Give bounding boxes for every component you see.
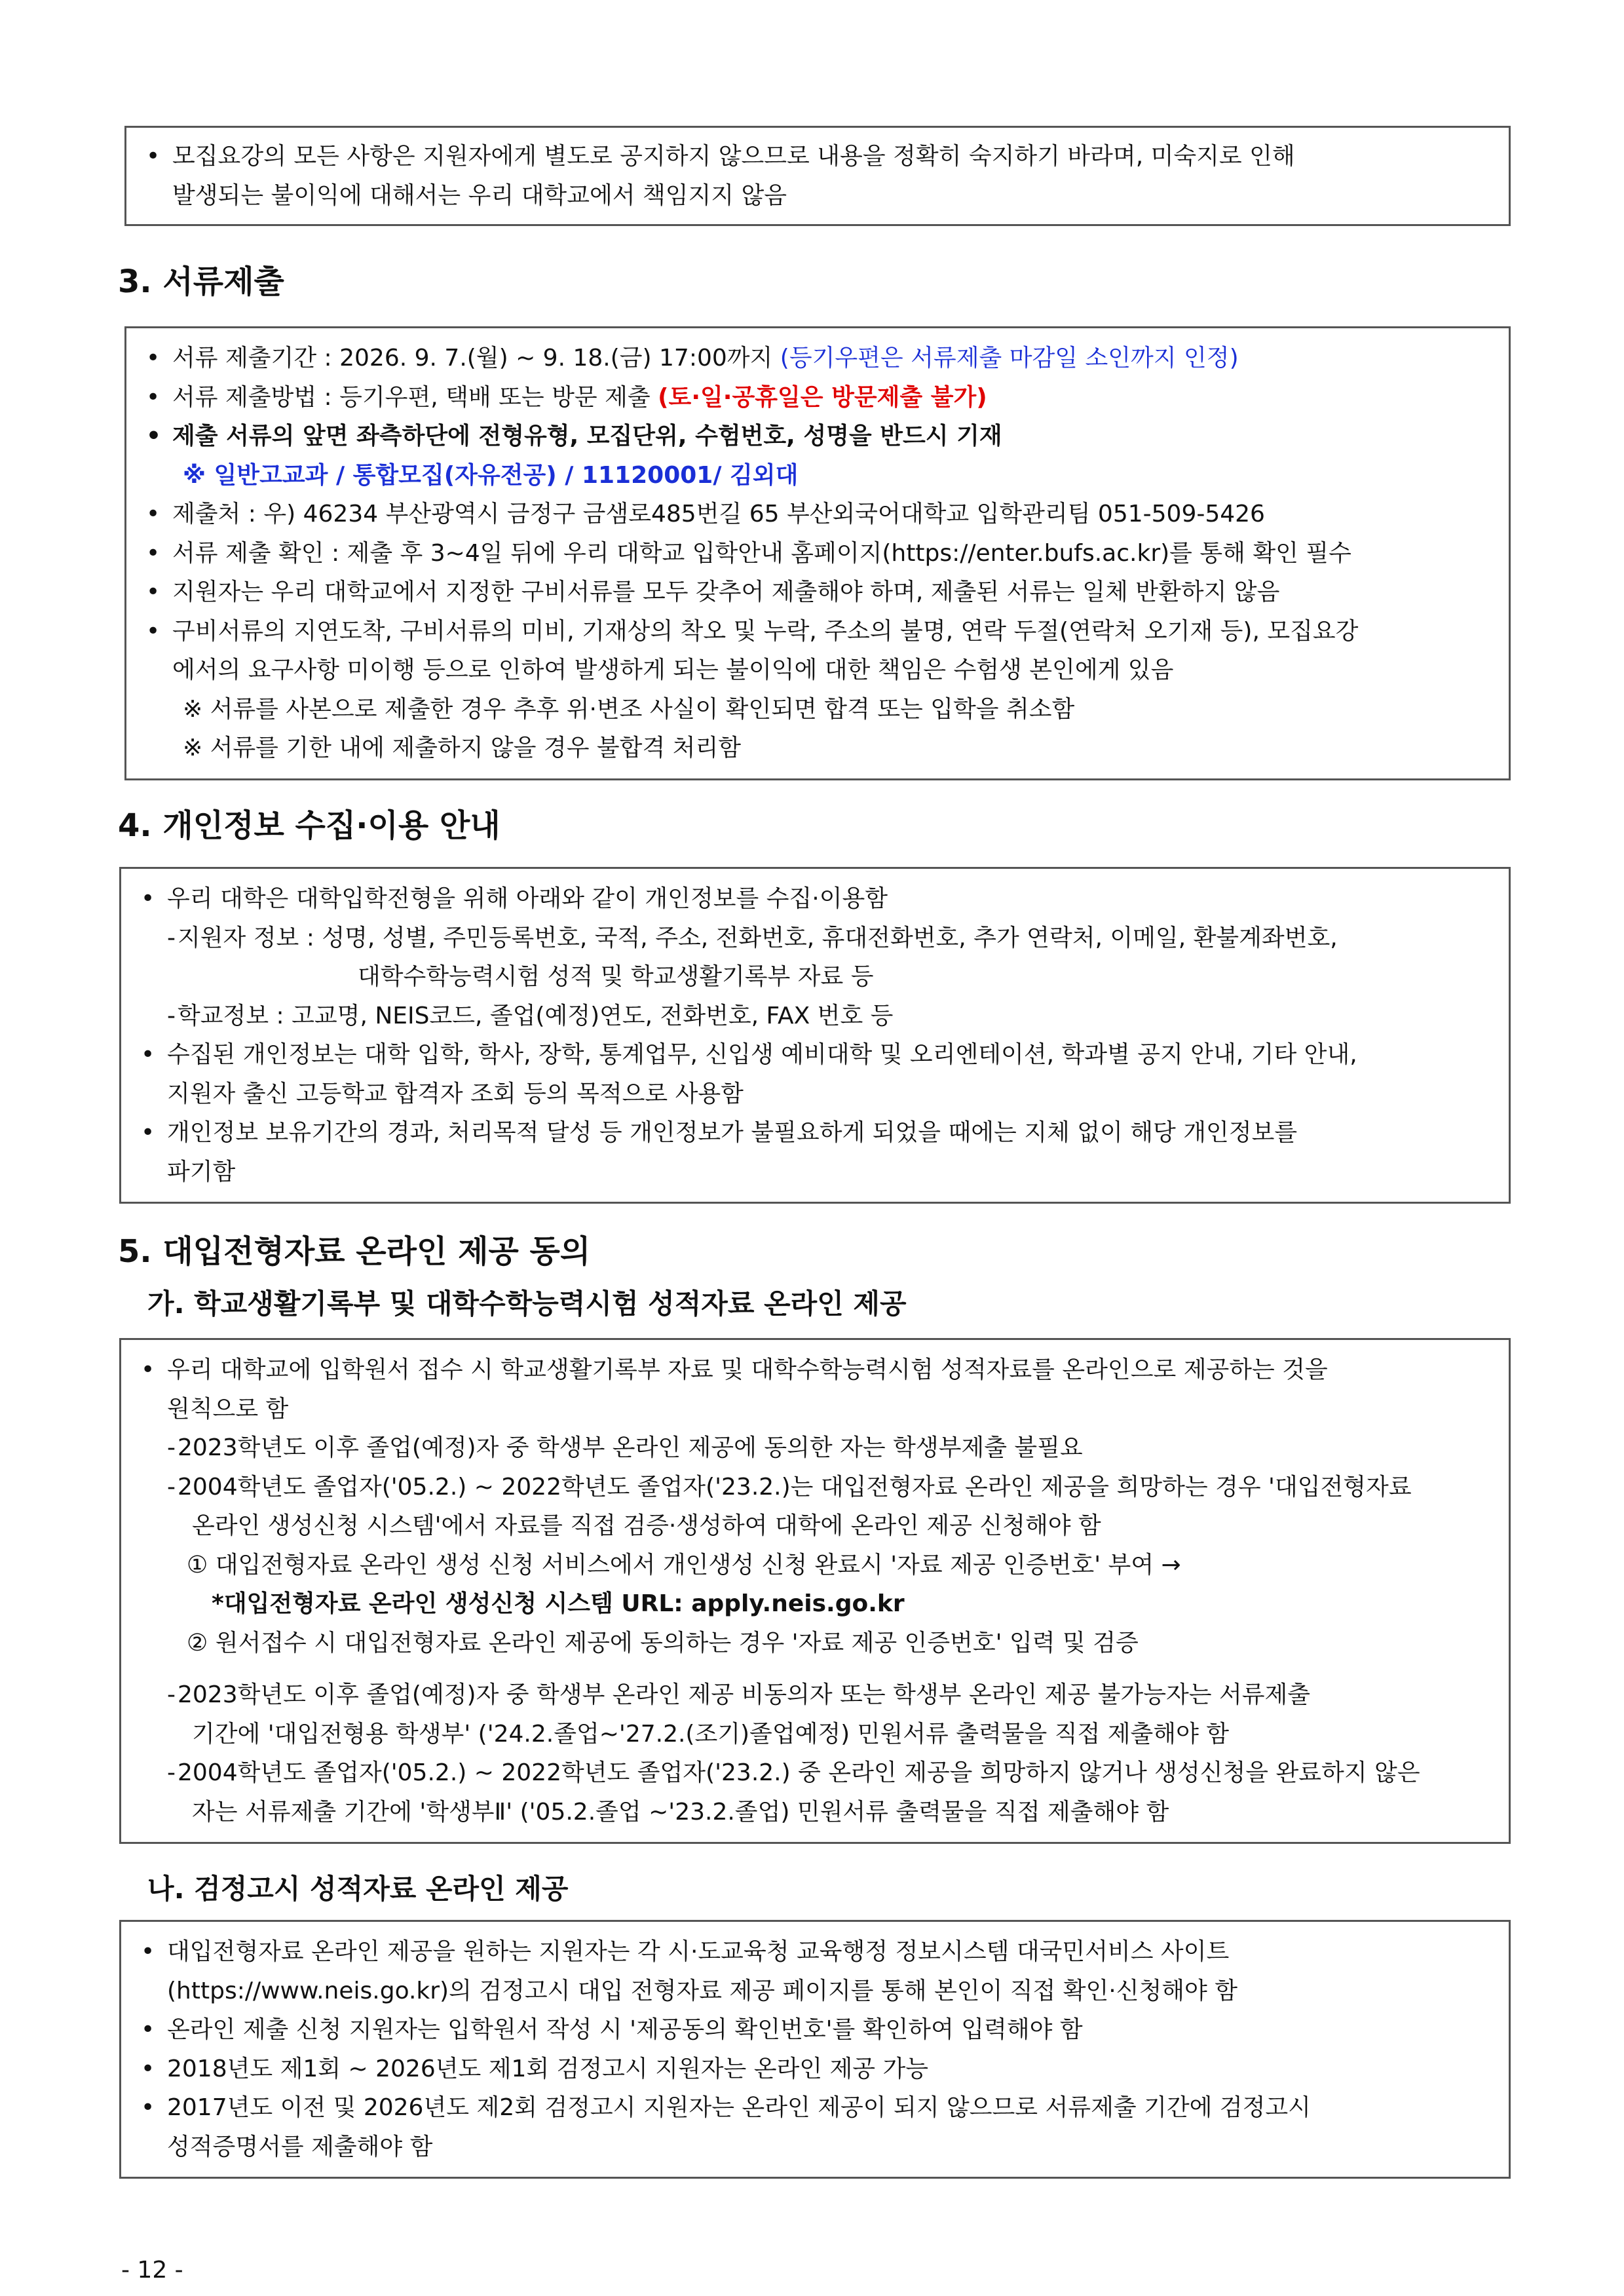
records-old: - 2004학년도 졸업자('05.2.) ~ 2022학년도 졸업자('23.2.) 중 온라인 제공을 희망하지 않거나 생성신청을 완료하지 않은 bbox=[138, 1753, 1489, 1793]
subsection-title-ged: 나. 검정고시 성적자료 온라인 제공 bbox=[147, 1873, 569, 1905]
responsibility: • 구비서류의 지연도착, 구비서류의 미비, 기재상의 착오 및 누락, 주소의 불명, 연락 두절(연락처 오기재 등), 모집요강 bbox=[143, 612, 1489, 651]
section-title-documents: 3. 서류제출 bbox=[118, 263, 284, 300]
privacy-box bbox=[119, 867, 1511, 1204]
records-box bbox=[119, 1338, 1511, 1844]
step-2: ② 원서접수 시 대입전형자료 온라인 제공에 동의하는 경우 '자료 제공 인증번호' 입력 및 검증 bbox=[187, 1629, 1139, 1656]
note-late: ※ 서류를 기한 내에 제출하지 않을 경우 불합격 처리함 bbox=[183, 735, 742, 761]
section-title-privacy: 4. 개인정보 수집·이용 안내 bbox=[118, 807, 500, 844]
ged-ineligible: • 2017년도 이전 및 2026년도 제2회 검정고시 지원자는 온라인 제공이 되지 않으므로 서류제출 기간에 검정고시 bbox=[138, 2088, 1489, 2128]
notice-line: 발생되는 불이익에 대해서는 우리 대학교에서 책임지지 않음 bbox=[172, 182, 787, 209]
page-number: - 12 - bbox=[121, 2257, 183, 2284]
period-note: (등기우편은 서류제출 마감일 소인까지 인정) bbox=[780, 345, 1239, 372]
submission-address: • 제출처 : 우) 46234 부산광역시 금정구 금샘로485번길 65 부산외국어대학교 입학관리팀 051-509-5426 bbox=[143, 495, 1489, 534]
school-info: - 학교정보 : 고교명, NEIS코드, 졸업(예정)연도, 전화번호, FAX 번호 등 bbox=[138, 997, 1489, 1036]
submission-check: • 서류 제출 확인 : 제출 후 3~4일 뒤에 우리 대학교 입학안내 홈페이지(https://enter.bufs.ac.kr)를 통해 확인 필수 bbox=[143, 534, 1489, 573]
subsection-title-records: 가. 학교생활기록부 및 대학수학능력시험 성적자료 온라인 제공 bbox=[147, 1288, 907, 1320]
applicant-info-cont: 대학수학능력시험 성적 및 학교생활기록부 자료 등 bbox=[358, 963, 874, 990]
step-1: ① 대입전형자료 온라인 생성 신청 서비스에서 개인생성 신청 완료시 '자료 제공 인증번호' 부여 → bbox=[187, 1551, 1181, 1578]
ged-confirm: • 온라인 제출 신청 지원자는 입학원서 작성 시 '제공동의 확인번호'를 확인하여 입력해야 함 bbox=[138, 2010, 1489, 2050]
records-2004-cont: 온라인 생성신청 시스템'에서 자료를 직접 검증·생성하여 대학에 온라인 제공 신청해야 함 bbox=[192, 1512, 1101, 1539]
method-note: (토·일·공휴일은 방문제출 불가) bbox=[658, 383, 987, 411]
privacy-intro: • 우리 대학은 대학입학전형을 위해 아래와 같이 개인정보를 수집·이용함 bbox=[138, 879, 1489, 919]
ged-box bbox=[119, 1920, 1511, 2179]
system-url: *대입전형자료 온라인 생성신청 시스템 URL: apply.neis.go.kr bbox=[212, 1590, 905, 1617]
ged-ineligible-cont: 성적증명서를 제출해야 함 bbox=[167, 2133, 433, 2160]
ged-eligible: • 2018년도 제1회 ~ 2026년도 제1회 검정고시 지원자는 온라인 제공 가능 bbox=[138, 2050, 1489, 2089]
privacy-purpose: • 수집된 개인정보는 대학 입학, 학사, 장학, 통계업무, 신입생 예비대학 및 오리엔테이션, 학과별 공지 안내, 기타 안내, bbox=[138, 1035, 1489, 1075]
privacy-purpose-cont: 지원자 출신 고등학교 합격자 조회 등의 목적으로 사용함 bbox=[167, 1080, 744, 1107]
records-old-cont: 자는 서류제출 기간에 '학생부Ⅱ' ('05.2.졸업 ~'23.2.졸업) 민원서류 출력물을 직접 제출해야 함 bbox=[192, 1798, 1169, 1826]
documents-box bbox=[124, 326, 1511, 780]
records-2004: - 2004학년도 졸업자('05.2.) ~ 2022학년도 졸업자('23.2.)는 대입전형자료 온라인 제공을 희망하는 경우 '대입전형자료 bbox=[138, 1468, 1489, 1507]
submission-method: • 서류 제출방법 : 등기우편, 택배 또는 방문 제출 (토·일·공휴일은 방문제출 불가) bbox=[143, 378, 1489, 417]
records-refuse-cont: 기간에 '대입전형용 학생부' ('24.2.졸업~'27.2.(조기)졸업예정) 민원서류 출력물을 직접 제출해야 함 bbox=[192, 1720, 1230, 1748]
no-return: • 지원자는 우리 대학교에서 지정한 구비서류를 모두 갖추어 제출해야 하며, 제출된 서류는 일체 반환하지 않음 bbox=[143, 573, 1489, 612]
label-example: ※ 일반고교과 / 통합모집(자유전공) / 11120001/ 김외대 bbox=[183, 461, 799, 489]
notice-box bbox=[124, 126, 1511, 226]
records-refuse: - 2023학년도 이후 졸업(예정)자 중 학생부 온라인 제공 비동의자 또는 학생부 온라인 제공 불가능자는 서류제출 bbox=[138, 1675, 1489, 1715]
note-copy: ※ 서류를 사본으로 제출한 경우 추후 위·변조 사실이 확인되면 합격 또는 입학을 취소함 bbox=[183, 695, 1075, 723]
privacy-retention: • 개인정보 보유기간의 경과, 처리목적 달성 등 개인정보가 불필요하게 되었을 때에는 지체 없이 해당 개인정보를 bbox=[138, 1113, 1489, 1153]
privacy-retention-cont: 파기함 bbox=[167, 1158, 236, 1185]
label-rule: • 제출 서류의 앞면 좌측하단에 전형유형, 모집단위, 수험번호, 성명을 반드시 기재 bbox=[143, 417, 1489, 456]
submission-period: • 서류 제출기간 : 2026. 9. 7.(월) ~ 9. 18.(금) 17:00까지 (등기우편은 서류제출 마감일 소인까지 인정) bbox=[143, 339, 1489, 378]
applicant-info: - 지원자 정보 : 성명, 성별, 주민등록번호, 국적, 주소, 전화번호, 휴대전화번호, 추가 연락처, 이메일, 환불계좌번호, bbox=[138, 919, 1489, 958]
records-intro: • 우리 대학교에 입학원서 접수 시 학교생활기록부 자료 및 대학수학능력시험 성적자료를 온라인으로 제공하는 것을 bbox=[138, 1350, 1489, 1390]
ged-apply-cont: (https://www.neis.go.kr)의 검정고시 대입 전형자료 제공 페이지를 통해 본인이 직접 확인·신청해야 함 bbox=[167, 1977, 1238, 2004]
ged-apply: • 대입전형자료 온라인 제공을 원하는 지원자는 각 시·도교육청 교육행정 정보시스템 대국민서비스 사이트 bbox=[138, 1932, 1489, 1972]
records-2023: - 2023학년도 이후 졸업(예정)자 중 학생부 온라인 제공에 동의한 자는 학생부제출 불필요 bbox=[138, 1428, 1489, 1468]
section-title-online: 5. 대입전형자료 온라인 제공 동의 bbox=[118, 1233, 591, 1270]
records-intro-cont: 원칙으로 함 bbox=[167, 1395, 289, 1423]
responsibility-cont: 에서의 요구사항 미이행 등으로 인하여 발생하게 되는 불이익에 대한 책임은 수험생 본인에게 있음 bbox=[172, 657, 1174, 683]
notice-line: • 모집요강의 모든 사항은 지원자에게 별도로 공지하지 않으므로 내용을 정확히 숙지하기 바라며, 미숙지로 인해 bbox=[143, 137, 1489, 176]
